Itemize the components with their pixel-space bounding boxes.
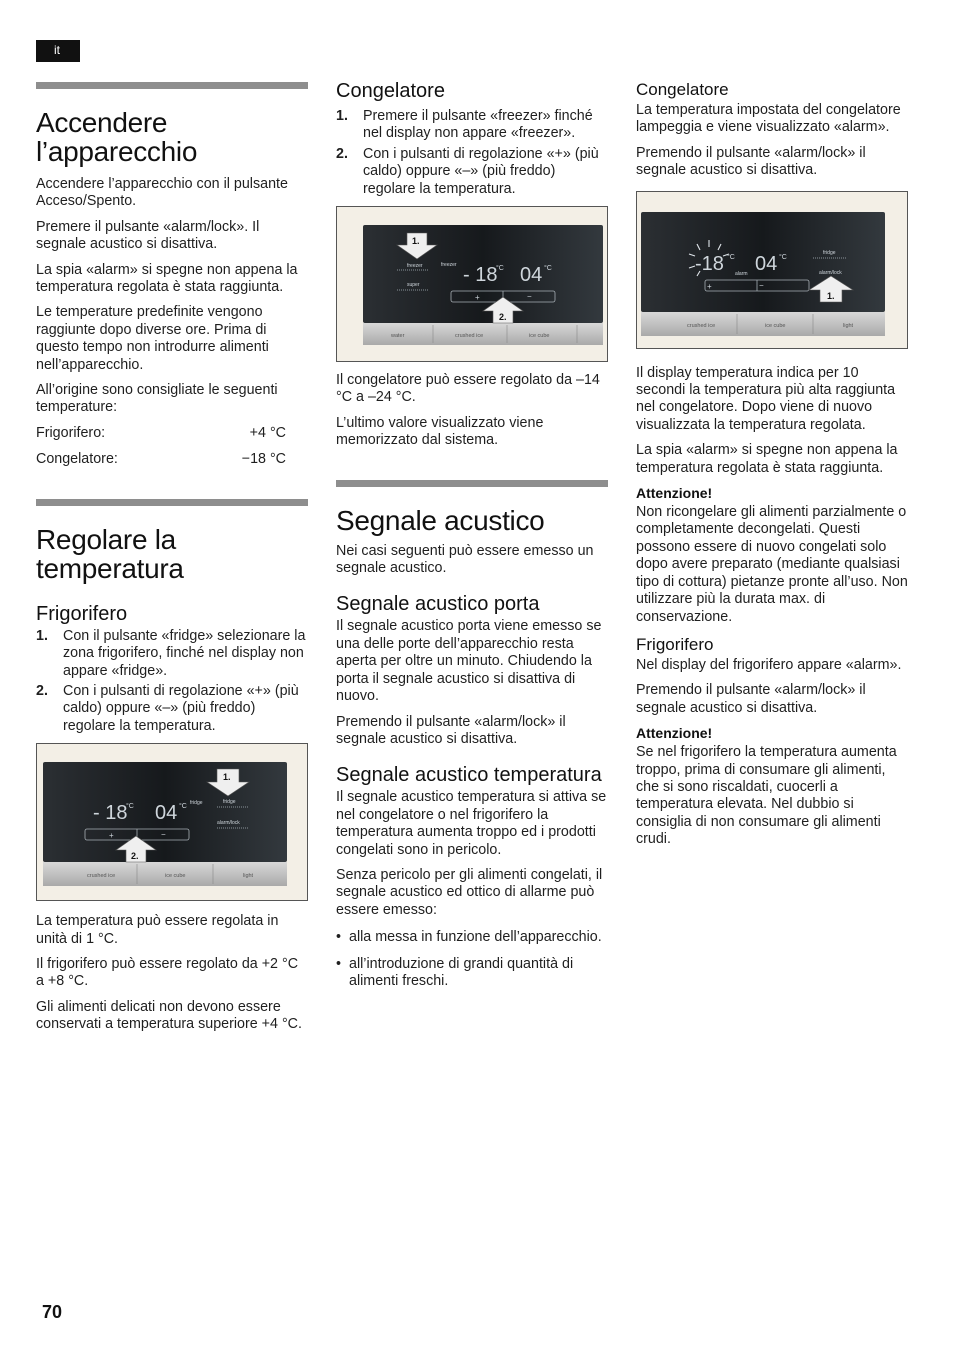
svg-text:alarm/lock: alarm/lock <box>217 820 240 827</box>
svg-text:°C: °C <box>779 253 787 261</box>
paragraph: L’ultimo valore visualizzato viene memorizzato dal sistema. <box>336 414 544 449</box>
paragraph: Premere il pulsante «alarm/lock». Il segnale acustico si disattiva. <box>36 218 260 253</box>
svg-text:ice cube: ice cube <box>529 333 550 340</box>
signal-cases-list <box>336 929 608 990</box>
paragraph: Premendo il pulsante «alarm/lock» il segnale acustico si disattiva. <box>336 713 566 747</box>
heading-attention: Attenzione! <box>636 725 713 742</box>
minus-button: − <box>759 280 764 290</box>
svg-text:fridge: fridge <box>190 800 203 807</box>
temp-value: +4 °C <box>249 424 286 441</box>
svg-text:crushed ice: crushed ice <box>687 322 716 329</box>
heading-temperature-signal: Segnale acustico temperatura <box>336 764 602 787</box>
svg-text:light: light <box>843 322 854 329</box>
fridge-temp: 04 <box>755 252 778 275</box>
temp-row-freezer <box>36 451 308 468</box>
figure-alarm-panel <box>636 191 908 349</box>
paragraph: Se nel frigorifero la temperatura aumenta troppo, prima di consumare gli alimenti, che si sono riscaldati, cuocerli a temperatura elevata. Nel dubbio si consiglia di non consumare gli alimenti crudi. <box>636 744 897 848</box>
paragraph: Gli alimenti delicati non devono essere conservati a temperatura superiore +4 °C. <box>36 998 302 1033</box>
heading-attention: Attenzione! <box>636 485 713 502</box>
list-item: 1. Premere il pulsante «freezer» finché nel display non appare «freezer». <box>336 108 593 142</box>
heading-fridge: Frigorifero <box>36 602 128 625</box>
column-left <box>36 82 308 1042</box>
column-right <box>636 80 908 857</box>
paragraph: Il display temperatura indica per 10 secondi la temperatura più alta raggiunta nel congelatore. Dopo viene di nuovo visualizzata la temperatura regolata. <box>636 364 896 433</box>
paragraph: Il segnale acustico temperatura si attiva se nel congelatore o nel frigorifero la temperatura aumenta troppo ed i prodotti congelati sono in pericolo. <box>336 789 607 858</box>
plus-button: + <box>707 281 712 291</box>
heading-acoustic-signal: Segnale acustico <box>336 504 545 536</box>
svg-text:1.: 1. <box>412 236 420 247</box>
control-panel-illustration <box>337 207 607 361</box>
svg-text:light: light <box>243 873 254 880</box>
column-middle <box>336 80 608 999</box>
language-tab: it <box>36 40 80 62</box>
svg-text:1.: 1. <box>223 772 231 783</box>
svg-text:°C: °C <box>126 803 134 811</box>
paragraph: Nel display del frigorifero appare «alarm». <box>636 656 902 673</box>
list-item: 2. Con i pulsanti di regolazione «+» (più caldo) oppure «–» (più freddo) regolare la temperatura. <box>336 145 599 197</box>
control-panel-illustration <box>637 192 907 348</box>
fridge-temp: 04 <box>155 802 178 825</box>
svg-text:alarm/lock: alarm/lock <box>819 269 842 276</box>
svg-text:water: water <box>391 333 405 340</box>
svg-text:freezer: freezer <box>407 263 423 270</box>
list-item: • all’introduzione di grandi quantità di alimenti freschi. <box>336 955 574 989</box>
list-item: 1. Con il pulsante «fridge» selezionare la zona frigorifero, finché nel display non appare «fridge». <box>36 627 306 679</box>
paragraph: Premendo il pulsante «alarm/lock» il segnale acustico si disattiva. <box>636 682 866 716</box>
fridge-temp: 04 <box>520 264 543 287</box>
svg-text:ice cube: ice cube <box>765 322 786 329</box>
svg-text:crushed ice: crushed ice <box>87 873 116 880</box>
svg-text:super: super <box>407 282 420 289</box>
temp-label: Congelatore: <box>36 451 118 468</box>
list-item: 2. Con i pulsanti di regolazione «+» (più caldo) oppure «–» (più freddo) regolare la temperatura. <box>36 682 299 734</box>
svg-text:°C: °C <box>727 253 735 261</box>
svg-text:fridge: fridge <box>223 799 236 806</box>
temp-label: Frigorifero: <box>36 424 106 441</box>
plus-button: + <box>475 293 480 303</box>
heading-door-signal: Segnale acustico porta <box>336 593 540 616</box>
heading-freezer: Congelatore <box>336 80 445 102</box>
paragraph: Il segnale acustico porta viene emesso se una delle porte dell’apparecchio resta aperta per oltre un minuto. Chiudendo la porta il segnale acustico si disattiva di nuovo. <box>336 618 602 705</box>
paragraph: La spia «alarm» si spegne non appena la temperatura regolata è stata raggiunta. <box>636 442 898 476</box>
svg-text:2.: 2. <box>499 312 507 323</box>
control-panel-illustration <box>37 744 307 900</box>
temp-value: −18 °C <box>241 451 286 468</box>
figure-fridge-panel <box>36 743 308 901</box>
list-item: • alla messa in funzione dell’apparecchio. <box>336 929 602 946</box>
paragraph: Le temperature predefinite vengono raggiunte dopo diverse ore. Prima di questo tempo non introdurre alimenti nell’apparecchio. <box>36 304 269 373</box>
svg-text:ice cube: ice cube <box>165 873 186 880</box>
freezer-temp: - 18 <box>463 264 498 287</box>
paragraph: Senza pericolo per gli alimenti congelati, il segnale acustico ed ottico di allarme può essere emesso: <box>336 866 603 918</box>
freezer-temp: - 18 <box>93 802 128 825</box>
svg-text:freezer: freezer <box>441 262 457 269</box>
svg-text:2.: 2. <box>131 851 139 862</box>
section-rule <box>336 480 608 487</box>
svg-text:alarm: alarm <box>735 270 748 277</box>
paragraph: La temperatura impostata del congelatore lampeggia e viene visualizzato «alarm». <box>636 102 901 136</box>
freezer-steps <box>336 108 608 198</box>
paragraph: All’origine sono consigliate le seguenti temperature: <box>36 382 278 416</box>
minus-button: − <box>527 292 532 302</box>
section-rule <box>36 82 308 89</box>
paragraph: Non ricongelare gli alimenti parzialmente o completamente decongelati. Questi possono essere di nuovo congelati solo dopo avere preparato (mediante qualsiasi tipo di cottura) pietanze pronte all’uso. Non utilizzare più la durata max. di conservazione. <box>636 504 908 625</box>
paragraph: Accendere l’apparecchio con il pulsante Acceso/Spento. <box>36 176 288 210</box>
svg-text:1.: 1. <box>827 290 835 301</box>
heading-adjust-temperature: Regolare la temperatura <box>36 523 184 584</box>
paragraph: Il congelatore può essere regolato da –14 °C a –24 °C. <box>336 372 600 406</box>
page-number: 70 <box>42 1302 63 1322</box>
paragraph: Nei casi seguenti può essere emesso un segnale acustico. <box>336 542 594 577</box>
section-rule <box>36 499 308 506</box>
paragraph: Il frigorifero può essere regolato da +2 °C a +8 °C. <box>36 955 299 990</box>
paragraph: La spia «alarm» si spegne non appena la temperatura regolata è stata raggiunta. <box>36 261 298 296</box>
svg-text:crushed ice: crushed ice <box>455 333 484 340</box>
svg-text:°C: °C <box>496 265 504 273</box>
plus-button: + <box>109 831 114 841</box>
heading-fridge-alarm: Frigorifero <box>636 634 714 654</box>
freezer-temp: -18 <box>695 252 724 275</box>
temp-row-fridge <box>36 425 308 442</box>
svg-text:°C: °C <box>544 265 552 273</box>
minus-button: − <box>161 830 166 840</box>
paragraph: La temperatura può essere regolata in unità di 1 °C. <box>36 913 279 947</box>
paragraph: Premendo il pulsante «alarm/lock» il segnale acustico si disattiva. <box>636 144 866 179</box>
heading-freezer-alarm: Congelatore <box>636 80 729 99</box>
heading-power-on: Accendere l’apparecchio <box>36 107 198 167</box>
svg-text:fridge: fridge <box>823 249 836 256</box>
fridge-steps <box>36 628 308 735</box>
figure-freezer-panel <box>336 206 608 362</box>
svg-text:°C: °C <box>179 803 187 811</box>
